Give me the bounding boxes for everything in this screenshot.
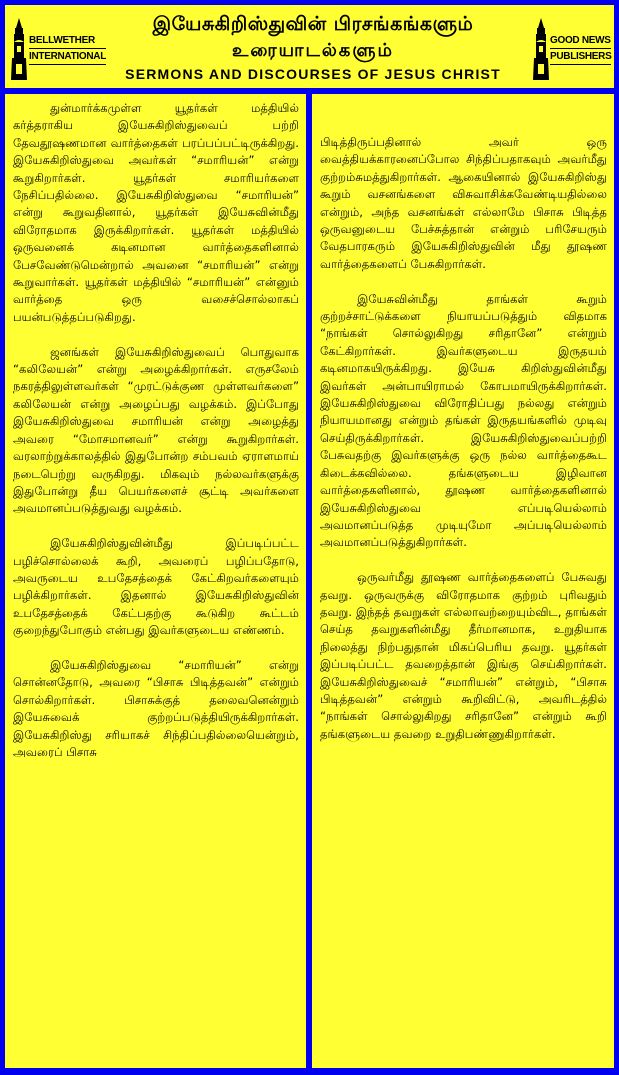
bell-tower-icon (9, 18, 29, 80)
logo-right-line2: PUBLISHERS (550, 49, 611, 65)
left-column (3, 92, 308, 1070)
paragraph: பிடித்திருப்பதினால் அவர் ஒரு வைத்தியக்காரனைப்போல சிந்திப்பதாகவும் அவர்மீது குற்றம்சுமத்துகிறார்கள். ஆகையினால் இயேசுகிறிஸ்து கூறும் வசனங்களை விசுவாசிக்கவேண்டியதில்லை என்றும், அந்த வசனங்கள் எல்லாமே பிசாசு பிடித்த ஒருவனுடைய பேச்சுத்தான் என்றும் பரிசேயரும் வேதபாரகரும் இயேசுகிறிஸ்துவின் மீது தூஷண வார்த்தைகளைப் பேசுகிறார்கள். (320, 135, 607, 271)
paragraph: ஜனங்கள் இயேசுகிறிஸ்துவைப் பொதுவாக “கலிலேயன்” என்று அழைக்கிறார்கள். எருசலேம் நகரத்திலுள்ளவர்கள் “முரட்டுக்குண முள்ளவர்களை” கலிலேயன் என்று அழைப்பது வழக்கம். இப்போது இயேசுகிறிஸ்துவை சமாரியன் என்று அழைத்து அவரை “மோசமானவர்” என்று கூறுகிறார்கள். வரலாற்றுக்காலத்தில் இதுபோன்ற சம்பவம் ஏராளமாய் நடைபெற்று வருகிறது. மிகவும் நல்லவர்களுக்கு இதுபோன்று தீய பெயர்களைச் சூட்டி அவர்களை அவமானப்படுத்துவது வழக்கம். (13, 344, 299, 516)
paragraph: துன்மார்க்கமுள்ள யூதர்கள் மத்தியில் கர்த்தராகிய இயேசுகிறிஸ்துவைப் பற்றி தேவதூஷணமான வார்த்தைகள் பரப்பப்பட்டிருக்கிறது. இயேசுகிறிஸ்துவை அவர்கள் “சமாரியன்” என்று கூறுகிறார்கள். யூதர்கள் சமாரியர்களை நேசிப்பதில்லை. இயேசுகிறிஸ்துவை “சமாரியன்” என்று கூறுவதினால், யூதர்கள் இயேசுவின்மீது விரோதமாக இருக்கிறார்கள். யூதர்கள் மத்தியில் ஒருவனைக் கடினமான வார்த்தைகளினால் பேசவேண்டுமென்றால் அவனை “சமாரியன்” என்று கூறுவார்கள். யூதர்கள் மத்தியில் “சமாரியன்” என்னும் வார்த்தை ஒரு வசைச்சொல்லாகப் பயன்படுத்தப்படுகிறது. (13, 101, 299, 324)
title-english: SERMONS AND DISCOURSES OF JESUS CHRIST (125, 66, 501, 82)
paragraph: இயேசுகிறிஸ்துவை “சமாரியன்” என்று சொன்னதோடு, அவரை “பிசாசு பிடித்தவன்” என்றும் சொல்கிறார்கள். பிசாசுக்குத் தலைவனென்றும் இயேசுவைக் குற்றப்படுத்தியிருக்கிறார்கள். இயேசுகிறிஸ்து சரியாகச் சிந்திப்பதில்லையென்றும், அவரைப் பிசாசு (13, 657, 299, 759)
paragraph: இயேசுகிறிஸ்துவின்மீது இப்படிப்பட்ட பழிச்சொல்லைக் கூறி, அவரைப் பழிப்பதோடு, அவருடைய உபதேசத்தைக் கேட்கிறவர்களையும் பழிக்கிறார்கள். இதனால் இயேசுகிறிஸ்துவின் உபதேசத்தைக் கேட்பதற்கு கூடுகிற கூட்டம் குறைந்துபோகும் என்பது இவர்களுடைய எண்ணம். (13, 536, 299, 638)
logo-left-line2: INTERNATIONAL (29, 49, 106, 65)
good-news-logo (532, 11, 610, 87)
title-block (103, 7, 523, 89)
bellwether-logo (9, 11, 107, 87)
logo-left-line1: BELLWETHER (29, 33, 106, 49)
logo-right-line1: GOOD NEWS (550, 33, 611, 49)
title-tamil-line1: இயேசுகிறிஸ்துவின் பிரசங்கங்களும் (152, 13, 474, 35)
header-banner (3, 3, 616, 90)
right-column (310, 92, 616, 1070)
paragraph: ஒருவர்மீது தூஷண வார்த்தைகளைப் பேசுவது தவறு. ஒருவருக்கு விரோதமாக குற்றம் புரிவதும் தவறு. இந்தத் தவறுகள் எல்லாவற்றையும்விட, தாங்கள் செய்த தவறுகளின்மீது தீர்மானமாக, உறுதியாக நிலைத்து நிற்பதுதான் மிகப்பெரிய தவறு. யூதர்கள் இப்படிப்பட்ட தவறைத்தான் இங்கு செய்கிறார்கள். இயேசுகிறிஸ்துவைச் “சமாரியன்” என்றும், “பிசாசு பிடித்தவன்” என்றும் கூறிவிட்டு, அவரிடத்தில் “நாங்கள் சொல்லுகிறது சரிதானே” என்றும் கூறி தங்களுடைய தவறை உறுதிபண்ணுகிறார்கள். (320, 570, 607, 741)
bell-tower-icon (532, 18, 550, 80)
title-tamil-line2: உரையாடல்களும் (232, 40, 394, 61)
paragraph: இயேசுவின்மீது தாங்கள் கூறும் குற்றச்சாட்டுக்களை நியாயப்படுத்தும் விதமாக “நாங்கள் சொல்லுகிறது சரிதானே” என்றும் கேட்கிறார்கள். இவர்களுடைய இருதயம் கடினமாகயிருக்கிறது. இயேசு கிறிஸ்துவின்மீது இவர்கள் அன்பாயிராமல் கோபமாயிருக்கிறார்கள். இயேசுகிறிஸ்துவை விரோதிப்பது நல்லது என்றும் நியாயமானது என்றும் தங்கள் இருதயங்களில் முடிவு செய்திருக்கிறார்கள். இயேசுகிறிஸ்துவைப்பற்றி பேசுவதற்கு இவர்களுக்கு ஒரு நல்ல வார்த்தைகூட கிடைக்கவில்லை. தங்களுடைய இழிவான வார்த்தைகளினால், தூஷண வார்த்தைகளினால் இயேசுகிறிஸ்துவை எப்படியெல்லாம் அவமானப்படுத்த முடியுமோ அப்படியெல்லாம் அவமானப்படுத்துகிறார்கள். (320, 291, 607, 550)
